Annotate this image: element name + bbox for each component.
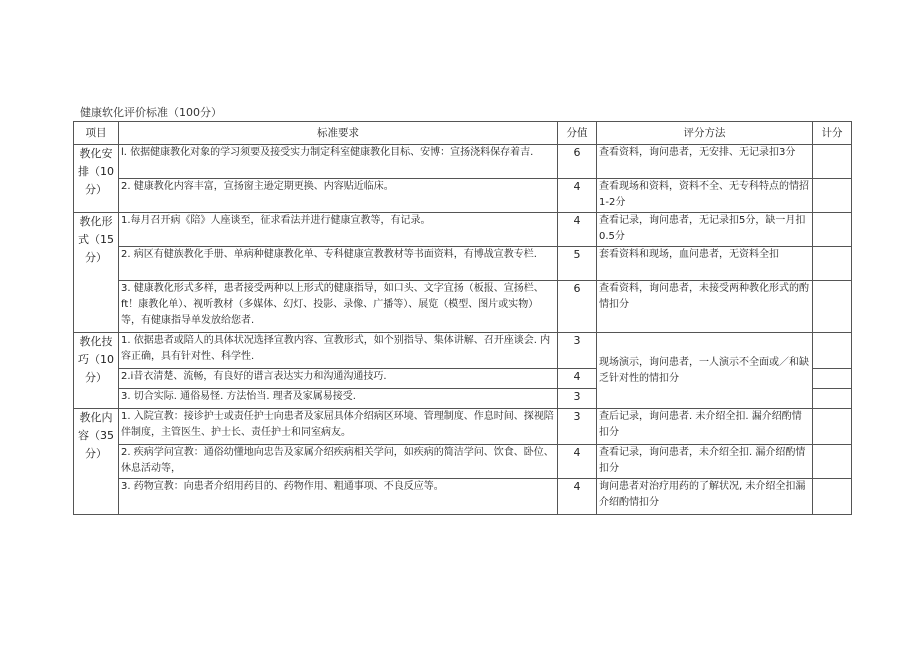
score-cell: 3 — [558, 409, 597, 445]
requirement-cell: 1. 依据患者或陪人的具体状况选择宣教内容、宣教形式，如个别指导、集体讲解、召开座谈会. 内容正确，具有针对性、科学性. — [119, 333, 558, 369]
table-row — [74, 145, 852, 179]
points-cell[interactable] — [813, 479, 852, 515]
header-row — [74, 122, 852, 145]
requirement-cell: 2. 病区有健族教化手册、单病种健康教化单、专科健康宣教教材等书面资料，有博战宣教专栏. — [119, 247, 558, 281]
table-row — [74, 247, 852, 281]
method-cell: 查后记录，询问患者. 未介绍全扣. 漏介绍酌情扣分 — [597, 409, 813, 445]
method-cell: 查看资料，询问患者，未接受两种教化形式的酌情扣分 — [597, 281, 813, 333]
method-cell: 现场演示，询问患者，一人演示不全面或／和缺乏针对性的情扣分 — [597, 333, 813, 409]
requirement-cell: 3. 健康教化形式多样，患者接受两种以上形式的健康指导，如口头、文字宜扬（板报、宣扬栏、ft！康教化单）、视听教材（多媒体、幻灯、投影、录像、广播等）、展览（模型、图片或实物）等，有健康指导单发放给您者. — [119, 281, 558, 333]
requirement-cell: 2. 疾病学问宣教：通俗幼懂地向忠告及家属介绍疾病相关学问，如疾病的简洁学问、饮食、卧位、休息活动等， — [119, 445, 558, 479]
evaluation-table — [73, 121, 852, 515]
header-item: 项目 — [74, 122, 119, 145]
requirement-cell: 3. 药物宣教：向患者介绍用药目的、药物作用、粗通事项、不良反应等。 — [119, 479, 558, 515]
requirement-cell: 3. 切合实际. 通俗易怪. 方法怡当. 理者及家属易接受. — [119, 389, 558, 409]
method-cell: 套看资料和现场，血问患者，无资料全扣 — [597, 247, 813, 281]
table-row — [74, 479, 852, 515]
score-cell: 4 — [558, 179, 597, 213]
table-row — [74, 409, 852, 445]
points-cell[interactable] — [813, 179, 852, 213]
table-row — [74, 179, 852, 213]
score-cell: 6 — [558, 281, 597, 333]
score-cell: 4 — [558, 445, 597, 479]
section-name: 教化形式（15分） — [74, 213, 119, 333]
points-cell[interactable] — [813, 145, 852, 179]
points-cell[interactable] — [813, 389, 852, 409]
score-cell: 5 — [558, 247, 597, 281]
header-score: 分值 — [558, 122, 597, 145]
method-cell: 查看记录，询问患者，未介绍全扣. 漏介绍酌情扣分 — [597, 445, 813, 479]
section-name: 教化技巧（10分） — [74, 333, 119, 409]
score-cell: 4 — [558, 213, 597, 247]
points-cell[interactable] — [813, 369, 852, 389]
header-requirement: 标准要求 — [119, 122, 558, 145]
points-cell[interactable] — [813, 445, 852, 479]
header-method: 评分方法 — [597, 122, 813, 145]
section-name: 教化内容（35分） — [74, 409, 119, 515]
score-cell: 3 — [558, 389, 597, 409]
header-points: 计分 — [813, 122, 852, 145]
table-row — [74, 281, 852, 333]
table-caption: 健康软化评价标准（100分） — [80, 106, 222, 119]
score-cell: 4 — [558, 369, 597, 389]
requirement-cell: 1.每月召开病《陪》人座谈至，征求看法并进行健康宣教等，有记录。 — [119, 213, 558, 247]
points-cell[interactable] — [813, 333, 852, 369]
requirement-cell: l. 依据健康教化对象的学习须要及接受实力制定科室健康教化目标、安博：宣扬浇料保存着吉. — [119, 145, 558, 179]
method-cell: 查看资料，询问患者，无安排、无记录扣3分 — [597, 145, 813, 179]
requirement-cell: 1. 入院宣教：接诊护士或责任护士向患者及家屈具体介绍病区环境、管理制度、作息时间、探视陪伴制度，主管医生、护士长、责任护士和同室病友。 — [119, 409, 558, 445]
section-name: 教化安排（10分） — [74, 145, 119, 213]
table-row — [74, 445, 852, 479]
requirement-cell: 2.i昔衣清楚、流畅，有良好的谱言表达实力和沟通沟通技巧. — [119, 369, 558, 389]
score-cell: 6 — [558, 145, 597, 179]
table-row — [74, 333, 852, 369]
points-cell[interactable] — [813, 281, 852, 333]
score-cell: 3 — [558, 333, 597, 369]
points-cell[interactable] — [813, 247, 852, 281]
method-cell: 查看记录，询问患者，无记录扣5分，缺一月扣0.5分 — [597, 213, 813, 247]
requirement-cell: 2. 健康教化内容丰富，宣扬窗主逊定期更换、内容贴近临床。 — [119, 179, 558, 213]
method-cell: 询问患者对治疗用药的了解状况, 未介绍全扣漏介绍酌情扣分 — [597, 479, 813, 515]
table-row — [74, 213, 852, 247]
points-cell[interactable] — [813, 213, 852, 247]
score-cell: 4 — [558, 479, 597, 515]
points-cell[interactable] — [813, 409, 852, 445]
method-cell: 查看现场和资料，资料不全、无专科特点的情招1-2分 — [597, 179, 813, 213]
